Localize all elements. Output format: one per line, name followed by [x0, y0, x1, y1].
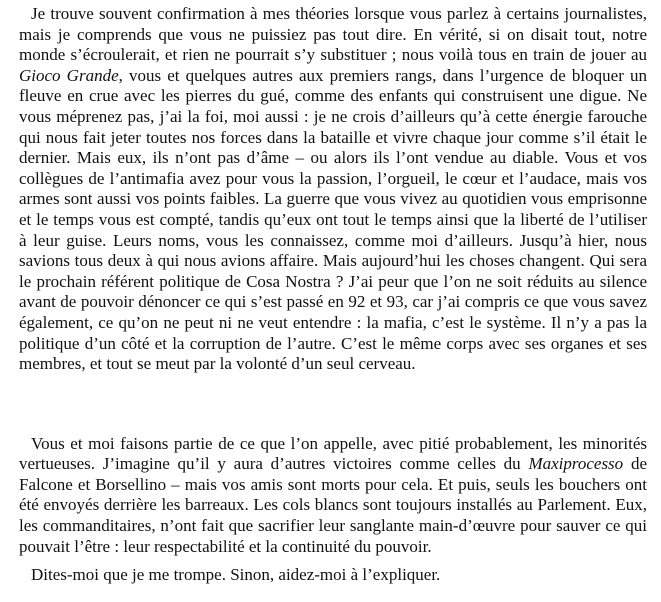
- paragraph-3-text: Dites-moi que je me trompe. Sinon, aidez-moi à l’expliquer.: [31, 565, 441, 585]
- paragraph-2: [19, 434, 647, 558]
- paragraph-1-text-a: Je trouve souvent confirmation à mes théories lorsque vous parlez à certains journalistes, mais je comprends que vous ne puissiez pas tout dire. En vérité, si on disait tout, notre monde s’écroulerait, et rien ne pourrait s’y substituer ; nous voilà tous en train de jouer au: [19, 4, 647, 65]
- paragraph-3: [19, 565, 647, 586]
- paragraph-1-text-b: , vous et quelques autres aux premiers rangs, dans l’urgence de bloquer un fleuve en crue avec les pierres du gué, comme des enfants qui construisent une digue. Ne vous méprenez pas, j’ai la foi, moi aussi : je ne crois d’ailleurs qu’à cette énergie farouche qui nous fait jeter toutes nos forces dans la bataille et vivre chaque jour comme s’il était le dernier. Mais eux, ils n’ont pas d’âme – ou alors ils l’ont vendue au diable. Vous et vos collègues de l’antimafia avez pour vous la passion, l’orgueil, le cœur et l’audace, mais vos armes sont aussi vos points faibles. La guerre que vous vivez au quotidien vous emprisonne et le temps vous est compté, tandis qu’eux ont tout le temps ainsi que la liberté de l’utiliser à leur guise. Leurs noms, vous les connaissez, comme moi d’ailleurs. Jusqu’à hier, nous savions tous deux à qui nous avions affaire. Mais aujourd’hui les choses changent. Qui sera le prochain référent politique de Cosa Nostra ? J’ai peur que l’on ne soit réduits au silence avant de pouvoir dénoncer ce qui s’est passé en 92 et 93, car j’ai compris ce que vous savez également, ce qu’on ne peut ni ne veut entendre : la mafia, c’est le système. Il n’y a pas la politique d’un côté et la corruption de l’autre. C’est le même corps avec ses organes et ses membres, et tout se meut par la volonté d’un seul cerveau.: [19, 65, 647, 374]
- document-page: [19, 4, 647, 586]
- paragraph-1-italic-term: Gioco Grande: [19, 65, 119, 85]
- paragraph-2-text-b: de Falcone et Borsellino – mais vos amis sont morts pour cela. Et puis, seuls les bouchers ont été envoyés derrière les barreaux. Les cols blancs sont toujours installés au Parlement. Eux, les commanditaires, n’ont fait que sacrifier leur sanglante main-d’œuvre pour sauver ce qui pouvait l’être : leur respectabilité et la continuité du pouvoir.: [19, 454, 647, 556]
- paragraph-2-italic-term: Maxiprocesso: [528, 454, 624, 474]
- paragraph-2-text-a: Vous et moi faisons partie de ce que l’on appelle, avec pitié probablement, les minorités vertueuses. J’imagine qu’il y aura d’autres victoires comme celles du: [19, 433, 647, 474]
- paragraph-1: [19, 4, 647, 375]
